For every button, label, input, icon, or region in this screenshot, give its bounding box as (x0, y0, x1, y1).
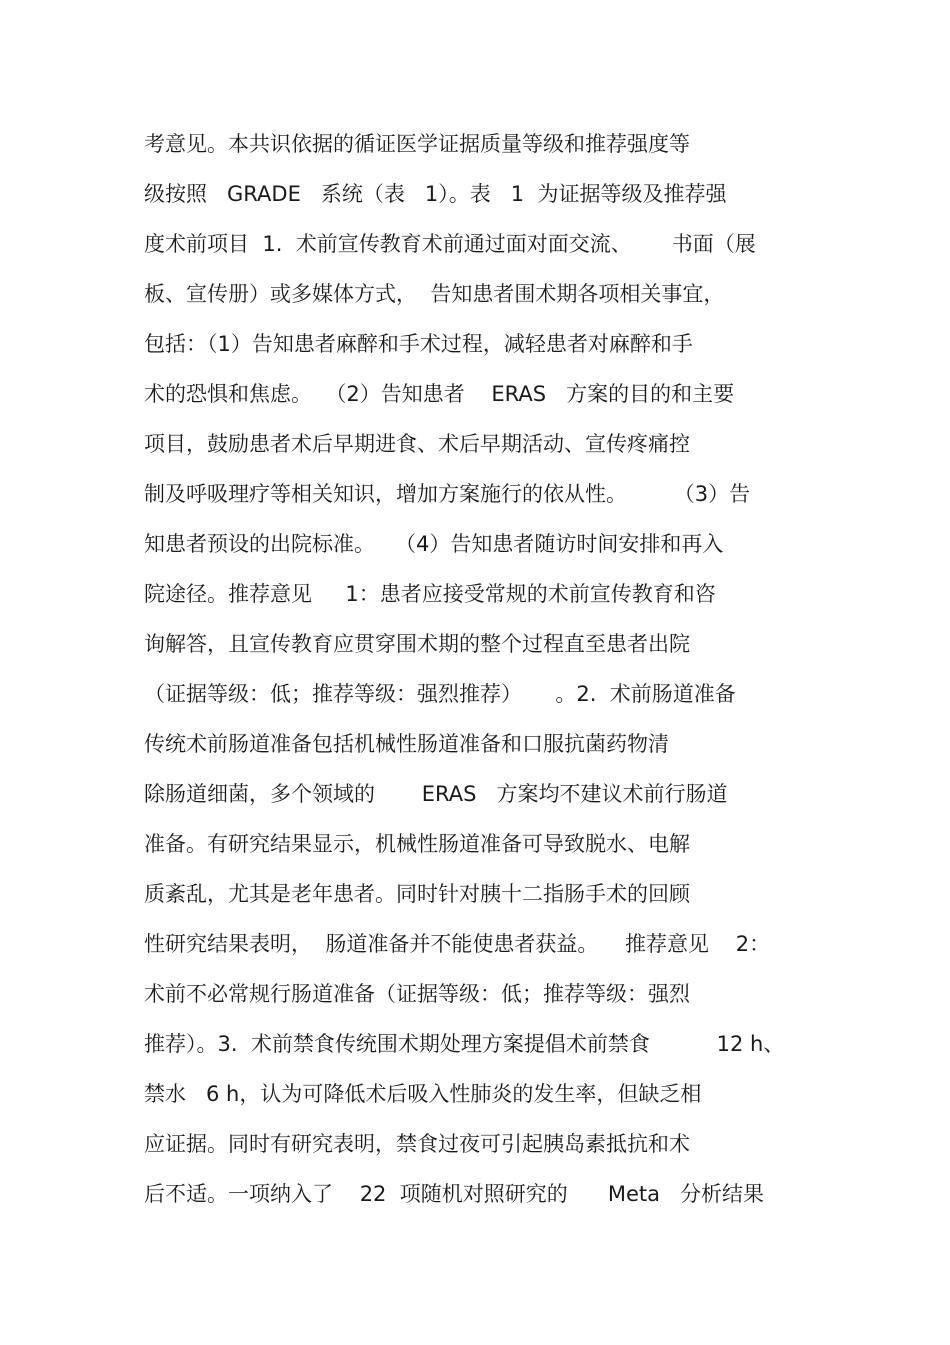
text-line: 传统术前肠道准备包括机械性肠道准备和口服抗菌药物清 (144, 732, 669, 756)
text-line: 考意见。本共识依据的循证医学证据质量等级和推荐强度等 (144, 132, 690, 156)
text-line: 质紊乱，尤其是老年患者。同时针对胰十二指肠手术的回顾 (144, 882, 690, 906)
text-line: 院途径。推荐意见 1：患者应接受常规的术前宣传教育和咨 (144, 582, 716, 606)
text-line: 制及呼吸理疗等相关知识，增加方案施行的依从性。 （3）告 (144, 482, 751, 506)
text-line: 询解答，且宣传教育应贯穿围术期的整个过程直至患者出院 (144, 632, 690, 656)
text-line: 术的恐惧和焦虑。 （2）告知患者 ERAS 方案的目的和主要 (144, 382, 735, 406)
text-line: 度术前项目 1. 术前宣传教育术前通过面对面交流、 书面（展 (144, 232, 756, 256)
text-line: 项目，鼓励患者术后早期进食、术后早期活动、宣传疼痛控 (144, 432, 690, 456)
text-line: 应证据。同时有研究表明，禁食过夜可引起胰岛素抵抗和术 (144, 1132, 690, 1156)
text-line: 知患者预设的出院标准。 （4）告知患者随访时间安排和再入 (144, 532, 724, 556)
text-line: 包括：（1）告知患者麻醉和手术过程，减轻患者对麻醉和手 (144, 332, 693, 356)
text-line: 级按照 GRADE 系统（表 1）。表 1 为证据等级及推荐强 (144, 182, 727, 206)
text-line: （证据等级：低；推荐等级：强烈推荐） 。2. 术前肠道准备 (144, 682, 736, 706)
text-line: 板、宣传册）或多媒体方式， 告知患者围术期各项相关事宜， (144, 282, 725, 306)
text-line: 除肠道细菌，多个领域的 ERAS 方案均不建议术前行肠道 (144, 782, 728, 806)
text-line: 性研究结果表明， 肠道准备并不能使患者获益。 推荐意见 2： (144, 932, 771, 956)
text-line: 禁水 6 h，认为可降低术后吸入性肺炎的发生率，但缺乏相 (144, 1082, 702, 1106)
text-line: 后不适。一项纳入了 22 项随机对照研究的 Meta 分析结果 (144, 1182, 764, 1206)
text-line: 推荐）。3. 术前禁食传统围术期处理方案提倡术前禁食 12 h、 (144, 1032, 785, 1056)
body-text (144, 127, 844, 1227)
text-line: 术前不必常规行肠道准备（证据等级：低；推荐等级：强烈 (144, 982, 690, 1006)
text-line: 准备。有研究结果显示，机械性肠道准备可导致脱水、电解 (144, 832, 690, 856)
